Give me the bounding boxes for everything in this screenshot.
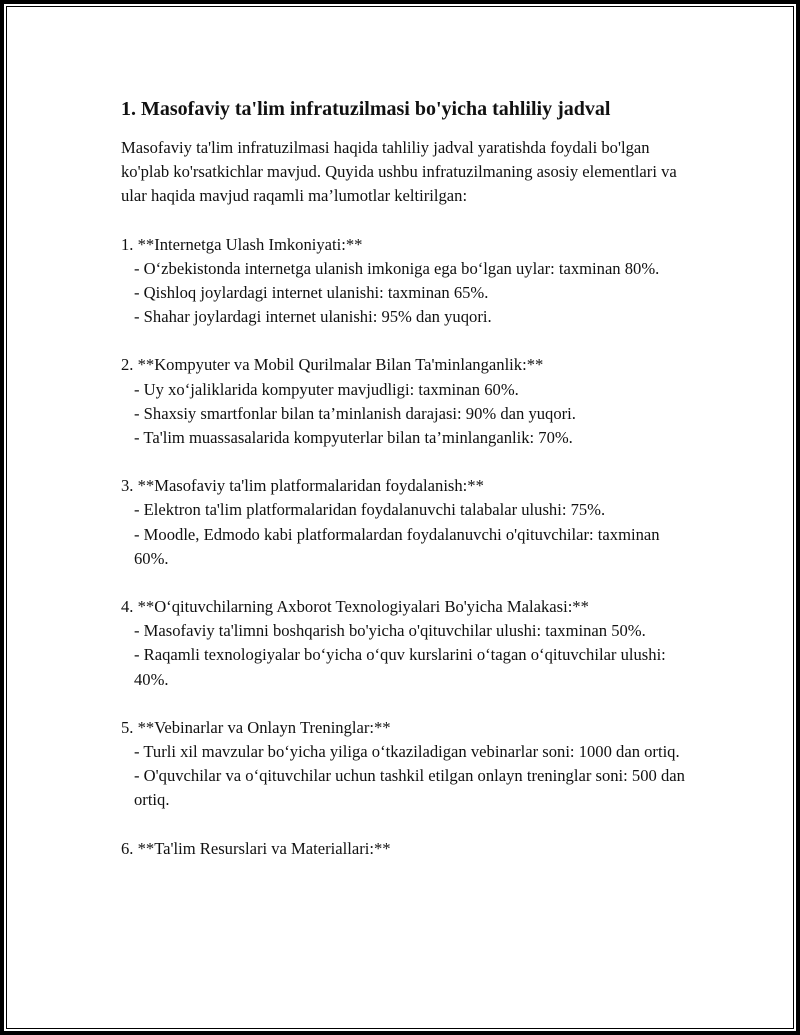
list-item: - Shahar joylardagi internet ulanishi: 95% dan yuqori. — [134, 307, 492, 327]
section-heading: 4. **O‘qituvchilarning Axborot Texnologiyalari Bo'yicha Malakasi:** — [121, 597, 589, 617]
document-content — [121, 96, 696, 861]
list-item: - Shaxsiy smartfonlar bilan ta’minlanish darajasi: 90% dan yuqori. — [134, 403, 576, 423]
section-6 — [121, 837, 696, 861]
section-4 — [121, 595, 696, 692]
list-item: - Raqamli texnologiyalar bo‘yicha o‘quv kurslarini o‘tagan o‘qituvchilar ulushi: 40%. — [134, 645, 670, 689]
document-title: 1. Masofaviy ta'lim infratuzilmasi bo'yicha tahliliy jadval — [121, 98, 611, 120]
section-5 — [121, 716, 696, 813]
section-heading: 5. **Vebinarlar va Onlayn Treninglar:** — [121, 717, 391, 737]
list-item: - Moodle, Edmodo kabi platformalardan foydalanuvchi o'qituvchilar: taxminan 60%. — [134, 524, 664, 568]
list-item: - Qishloq joylardagi internet ulanishi: taxminan 65%. — [134, 283, 489, 303]
section-2 — [121, 353, 696, 450]
intro-paragraph: Masofaviy ta'lim infratuzilmasi haqida tahliliy jadval yaratishda foydali bo'lgan ko'plab ko'rsatkichlar mavjud. Quyida ushbu infratuzilmaning asosiy elementlari va ular haqida mavjud raqamli ma’lumotlar keltirilgan: — [121, 138, 677, 206]
section-heading: 3. **Masofaviy ta'lim platformalaridan foydalanish:** — [121, 476, 484, 496]
section-1 — [121, 233, 696, 330]
section-heading: 1. **Internetga Ulash Imkoniyati:** — [121, 234, 363, 254]
list-item: - Uy xo‘jaliklarida kompyuter mavjudligi: taxminan 60%. — [134, 379, 519, 399]
section-heading: 6. **Ta'lim Resurslari va Materiallari:** — [121, 838, 391, 858]
list-item: - O‘zbekistonda internetga ulanish imkoniga ega bo‘lgan uylar: taxminan 80%. — [134, 258, 660, 278]
list-item: - Masofaviy ta'limni boshqarish bo'yicha o'qituvchilar ulushi: taxminan 50%. — [134, 621, 646, 641]
list-item: - Ta'lim muassasalarida kompyuterlar bilan ta’minlanganlik: 70%. — [134, 428, 573, 448]
section-heading: 2. **Kompyuter va Mobil Qurilmalar Bilan Ta'minlanganlik:** — [121, 355, 544, 375]
list-item: - Turli xil mavzular bo‘yicha yiliga o‘tkaziladigan vebinarlar soni: 1000 dan ortiq. — [134, 742, 680, 762]
section-3 — [121, 474, 696, 571]
list-item: - O'quvchilar va o‘qituvchilar uchun tashkil etilgan onlayn treninglar soni: 500 dan ortiq. — [134, 766, 690, 810]
list-item: - Elektron ta'lim platformalaridan foydalanuvchi talabalar ulushi: 75%. — [134, 500, 606, 520]
